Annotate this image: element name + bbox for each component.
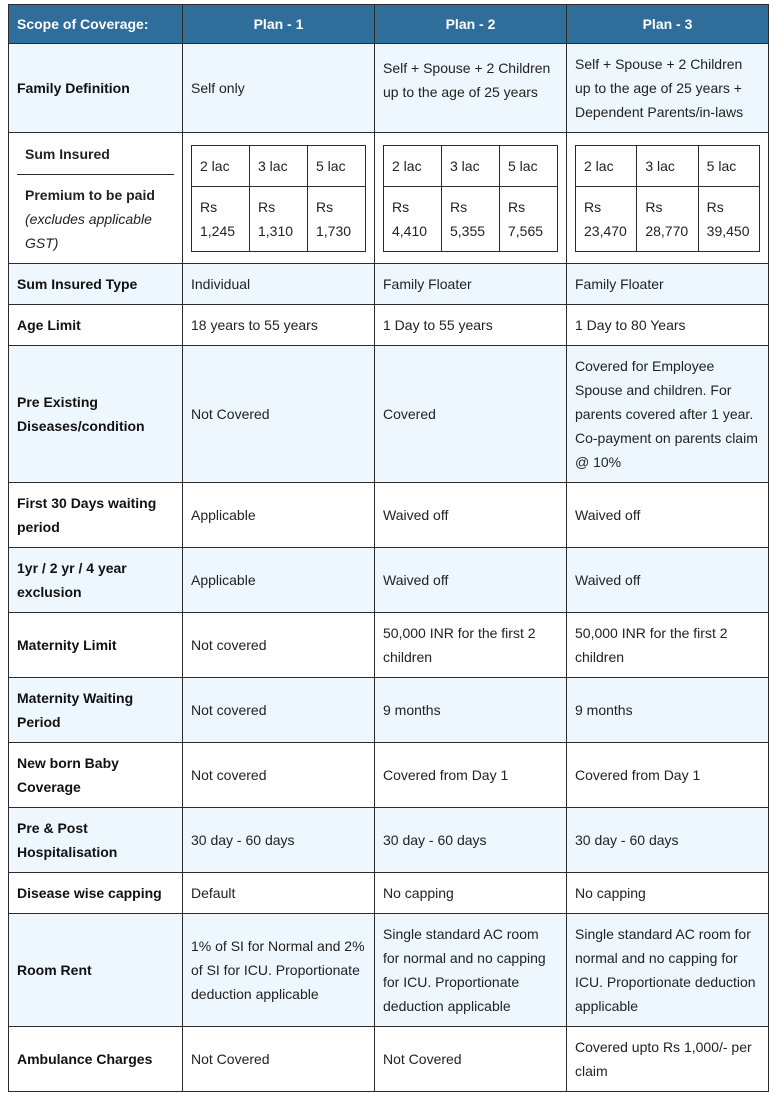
premium-note: (excludes applicable GST): [25, 211, 152, 251]
premium-label-block: [17, 175, 174, 263]
premium-value: Rs 39,450: [698, 186, 759, 251]
cell-plan-3: Family Floater: [567, 264, 769, 305]
plan-3-premium-table: [575, 145, 760, 252]
table-row: [9, 743, 769, 808]
cell-plan-2: 1 Day to 55 years: [375, 305, 567, 346]
si-option: 5 lac: [308, 145, 366, 186]
premium-value: Rs 1,730: [308, 186, 366, 251]
si-option: 5 lac: [500, 145, 558, 186]
cell-plan-1: Not covered: [183, 743, 375, 808]
cell-plan-2: Not Covered: [375, 1027, 567, 1092]
cell-plan-2: Self + Spouse + 2 Children up to the age of 25 years: [375, 44, 567, 133]
plan-1-premium-table: [191, 145, 366, 252]
cell-plan-2: Waived off: [375, 483, 567, 548]
cell-plan-3: Covered upto Rs 1,000/- per claim: [567, 1027, 769, 1092]
row-label: Room Rent: [9, 914, 183, 1027]
cell-plan-1: Individual: [183, 264, 375, 305]
cell-plan-3: 9 months: [567, 678, 769, 743]
plan-3-header: Plan - 3: [567, 5, 769, 44]
cell-plan-1: Not covered: [183, 613, 375, 678]
table-row: [9, 613, 769, 678]
cell-plan-2: Waived off: [375, 548, 567, 613]
cell-plan-2: 9 months: [375, 678, 567, 743]
plan-2-header: Plan - 2: [375, 5, 567, 44]
premium-value: Rs 1,245: [192, 186, 250, 251]
table-row: [9, 1027, 769, 1092]
cell-plan-1: 18 years to 55 years: [183, 305, 375, 346]
cell-plan-2: Covered from Day 1: [375, 743, 567, 808]
row-label: Age Limit: [9, 305, 183, 346]
header-row: [9, 5, 769, 44]
cell-plan-1: Applicable: [183, 548, 375, 613]
table-row: [9, 264, 769, 305]
cell-plan-1: Self only: [183, 44, 375, 133]
cell-plan-1: Not covered: [183, 678, 375, 743]
row-label: First 30 Days waiting period: [9, 483, 183, 548]
sum-insured-label-cell: [9, 133, 183, 264]
cell-plan-1: Not Covered: [183, 346, 375, 483]
table-row: [9, 305, 769, 346]
row-label: Pre Existing Diseases/condition: [9, 346, 183, 483]
table-row: [9, 914, 769, 1027]
premium-value: Rs 7,565: [500, 186, 558, 251]
cell-plan-1: 1% of SI for Normal and 2% of SI for ICU. Proportionate deduction applicable: [183, 914, 375, 1027]
cell-plan-2: 50,000 INR for the first 2 children: [375, 613, 567, 678]
premium-row: [9, 133, 769, 264]
cell-plan-2: Family Floater: [375, 264, 567, 305]
cell-plan-1: Applicable: [183, 483, 375, 548]
scope-header: Scope of Coverage:: [9, 5, 183, 44]
cell-plan-1: Default: [183, 873, 375, 914]
table-row: [9, 678, 769, 743]
cell-plan-3: 50,000 INR for the first 2 children: [567, 613, 769, 678]
table-row: [9, 483, 769, 548]
si-option: 3 lac: [250, 145, 308, 186]
si-option: 2 lac: [576, 145, 637, 186]
row-label: 1yr / 2 yr / 4 year exclusion: [9, 548, 183, 613]
plan-1-header: Plan - 1: [183, 5, 375, 44]
si-option: 2 lac: [192, 145, 250, 186]
cell-plan-3: Covered from Day 1: [567, 743, 769, 808]
cell-plan-1: Not Covered: [183, 1027, 375, 1092]
cell-plan-3: No capping: [567, 873, 769, 914]
premium-value: Rs 4,410: [384, 186, 442, 251]
si-option: 2 lac: [384, 145, 442, 186]
cell-plan-2: Single standard AC room for normal and no capping for ICU. Proportionate deduction applicable: [375, 914, 567, 1027]
row-label: Family Definition: [9, 44, 183, 133]
table-row: [9, 873, 769, 914]
plan-1-premium-cell: [183, 133, 375, 264]
row-label: Pre & Post Hospitalisation: [9, 808, 183, 873]
si-option: 5 lac: [698, 145, 759, 186]
premium-label: Premium to be paid: [25, 187, 155, 203]
coverage-table: [8, 4, 769, 1092]
cell-plan-2: Covered: [375, 346, 567, 483]
cell-plan-3: Waived off: [567, 483, 769, 548]
table-row: [9, 808, 769, 873]
plan-3-premium-cell: [567, 133, 769, 264]
cell-plan-3: Covered for Employee Spouse and children. For parents covered after 1 year. Co-payment on parents claim @ 10%: [567, 346, 769, 483]
cell-plan-1: 30 day - 60 days: [183, 808, 375, 873]
row-label: Disease wise capping: [9, 873, 183, 914]
premium-value: Rs 1,310: [250, 186, 308, 251]
table-row: [9, 346, 769, 483]
row-label: Ambulance Charges: [9, 1027, 183, 1092]
cell-plan-2: 30 day - 60 days: [375, 808, 567, 873]
row-label: New born Baby Coverage: [9, 743, 183, 808]
cell-plan-3: Single standard AC room for normal and no capping for ICU. Proportionate deduction applicable: [567, 914, 769, 1027]
row-label: Maternity Limit: [9, 613, 183, 678]
si-option: 3 lac: [637, 145, 698, 186]
cell-plan-3: Self + Spouse + 2 Children up to the age of 25 years + Dependent Parents/in-laws: [567, 44, 769, 133]
cell-plan-3: 30 day - 60 days: [567, 808, 769, 873]
plan-2-premium-table: [383, 145, 558, 252]
cell-plan-3: Waived off: [567, 548, 769, 613]
cell-plan-2: No capping: [375, 873, 567, 914]
cell-plan-3: 1 Day to 80 Years: [567, 305, 769, 346]
premium-value: Rs 5,355: [442, 186, 500, 251]
si-option: 3 lac: [442, 145, 500, 186]
plan-2-premium-cell: [375, 133, 567, 264]
sum-insured-label: Sum Insured: [17, 133, 174, 175]
premium-value: Rs 28,770: [637, 186, 698, 251]
premium-value: Rs 23,470: [576, 186, 637, 251]
table-row: [9, 548, 769, 613]
table-row: [9, 44, 769, 133]
row-label: Sum Insured Type: [9, 264, 183, 305]
row-label: Maternity Waiting Period: [9, 678, 183, 743]
